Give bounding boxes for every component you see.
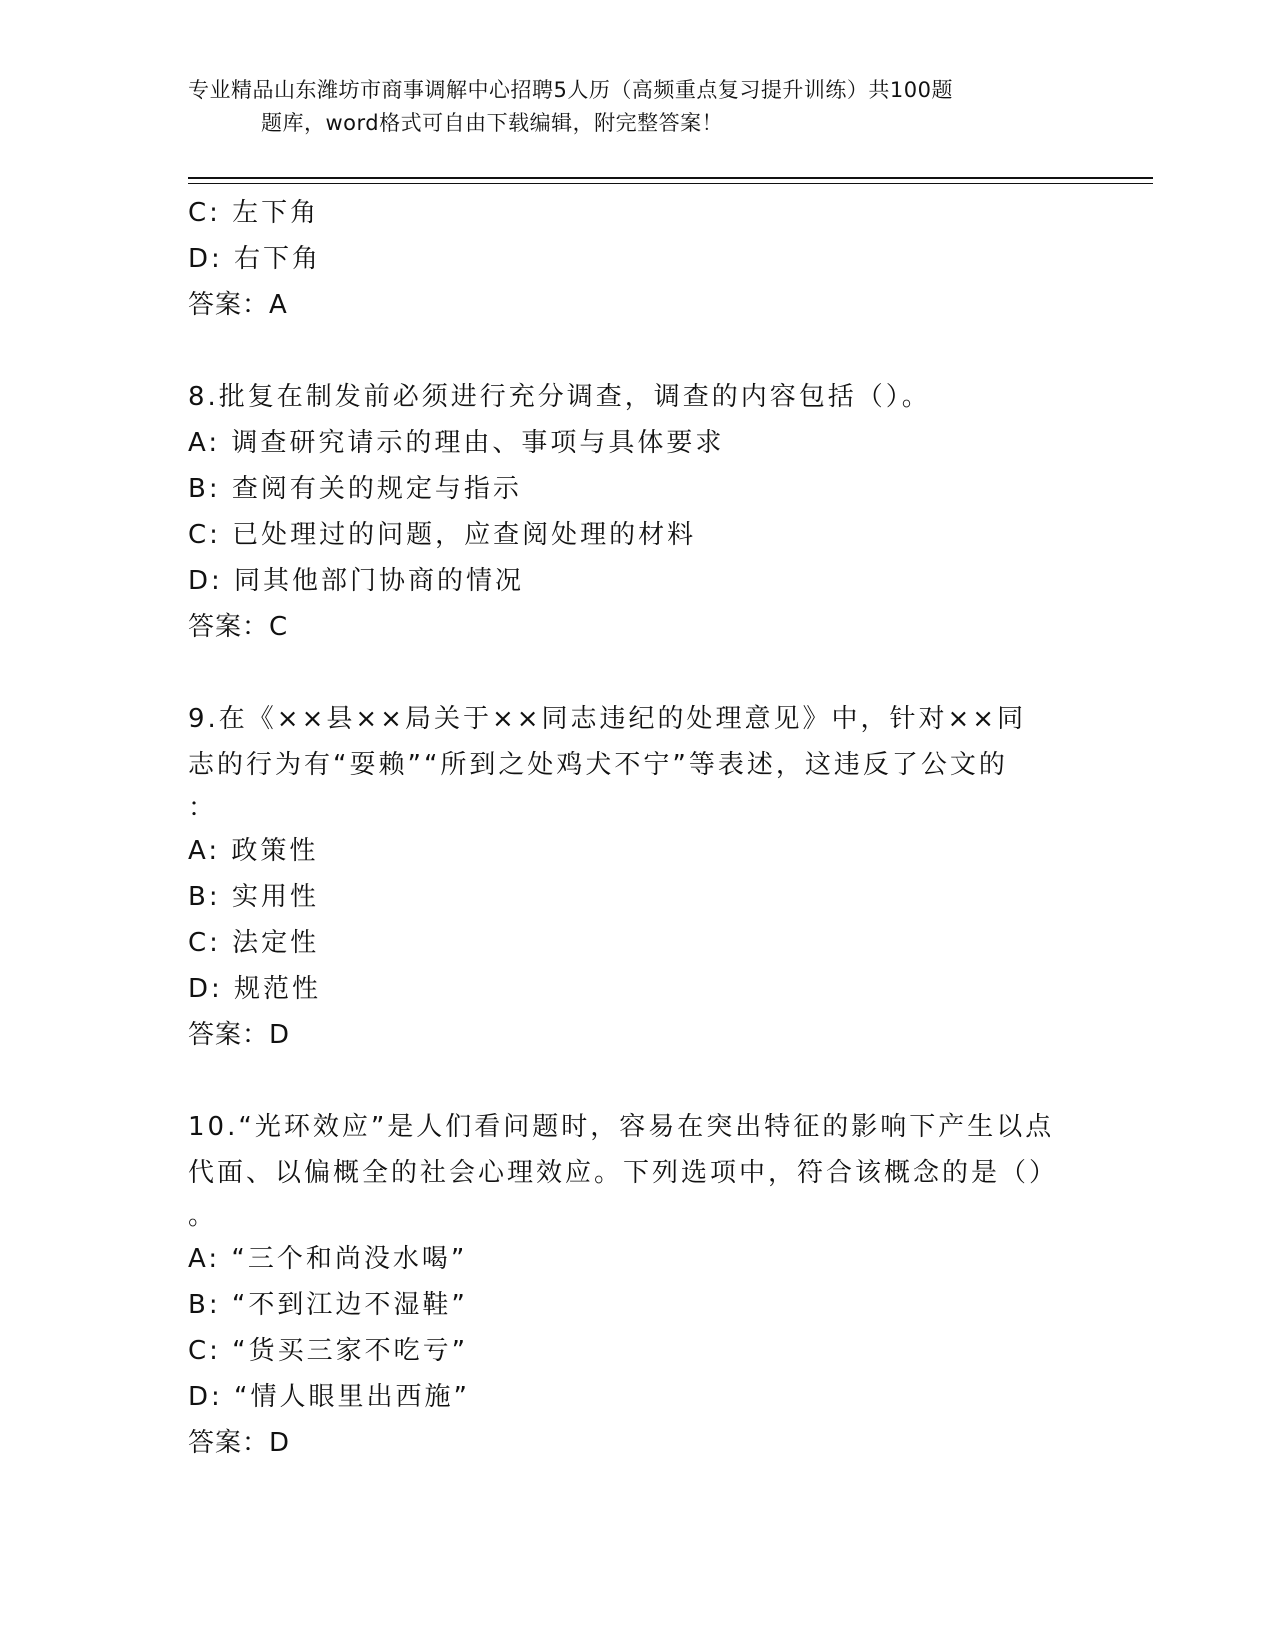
option-a: A: 调查研究请示的理由、事项与具体要求 <box>188 428 725 458</box>
option-d: D: “情人眼里出西施” <box>188 1382 470 1412</box>
option-b: B: 查阅有关的规定与指示 <box>188 474 522 504</box>
option-d: D: 右下角 <box>188 244 322 274</box>
question-block-10 <box>188 1104 1088 1466</box>
question-text: 9.在《××县××局关于××同志违纪的处理意见》中，针对××同 <box>188 704 1027 734</box>
document-title-line-2: 题库，word格式可自由下载编辑，附完整答案！ <box>261 111 724 135</box>
document-title-line-1: 专业精品山东潍坊市商事调解中心招聘5人历（高频重点复习提升训练）共100题 <box>188 78 953 102</box>
option-c: C: 已处理过的问题，应查阅处理的材料 <box>188 520 697 550</box>
answer-line: 答案：A <box>188 290 288 320</box>
option-b: B: “不到江边不湿鞋” <box>188 1290 468 1320</box>
spacer <box>188 328 1088 374</box>
answer-line: 答案：C <box>188 612 289 642</box>
option-c: C: 法定性 <box>188 928 320 958</box>
question-block-7 <box>188 190 1088 328</box>
header-rule-thin <box>188 183 1153 184</box>
spacer <box>188 650 1088 696</box>
question-text: ： <box>188 793 218 823</box>
question-block-9 <box>188 696 1088 1058</box>
spacer <box>188 1058 1088 1104</box>
option-d: D: 规范性 <box>188 974 322 1004</box>
option-a: A: “三个和尚没水喝” <box>188 1244 468 1274</box>
answer-line: 答案：D <box>188 1020 291 1050</box>
option-c: C: “货买三家不吃亏” <box>188 1336 469 1366</box>
document-header <box>188 74 1088 140</box>
answer-line: 答案：D <box>188 1428 291 1458</box>
option-d: D: 同其他部门协商的情况 <box>188 566 525 596</box>
question-list <box>188 190 1088 1466</box>
question-text: 10.“光环效应”是人们看问题时，容易在突出特征的影响下产生以点 <box>188 1112 1055 1142</box>
question-text: 8.批复在制发前必须进行充分调查，调查的内容包括（）。 <box>188 382 931 412</box>
option-a: A: 政策性 <box>188 836 319 866</box>
question-text: 志的行为有“耍赖”“所到之处鸡犬不宁”等表述，这违反了公文的 <box>188 750 1008 780</box>
question-text: 代面、以偏概全的社会心理效应。下列选项中，符合该概念的是（） <box>188 1158 1059 1188</box>
question-text: 。 <box>188 1201 218 1231</box>
option-c: C: 左下角 <box>188 198 320 228</box>
header-rule-thick <box>188 177 1153 179</box>
question-block-8 <box>188 374 1088 650</box>
option-b: B: 实用性 <box>188 882 319 912</box>
